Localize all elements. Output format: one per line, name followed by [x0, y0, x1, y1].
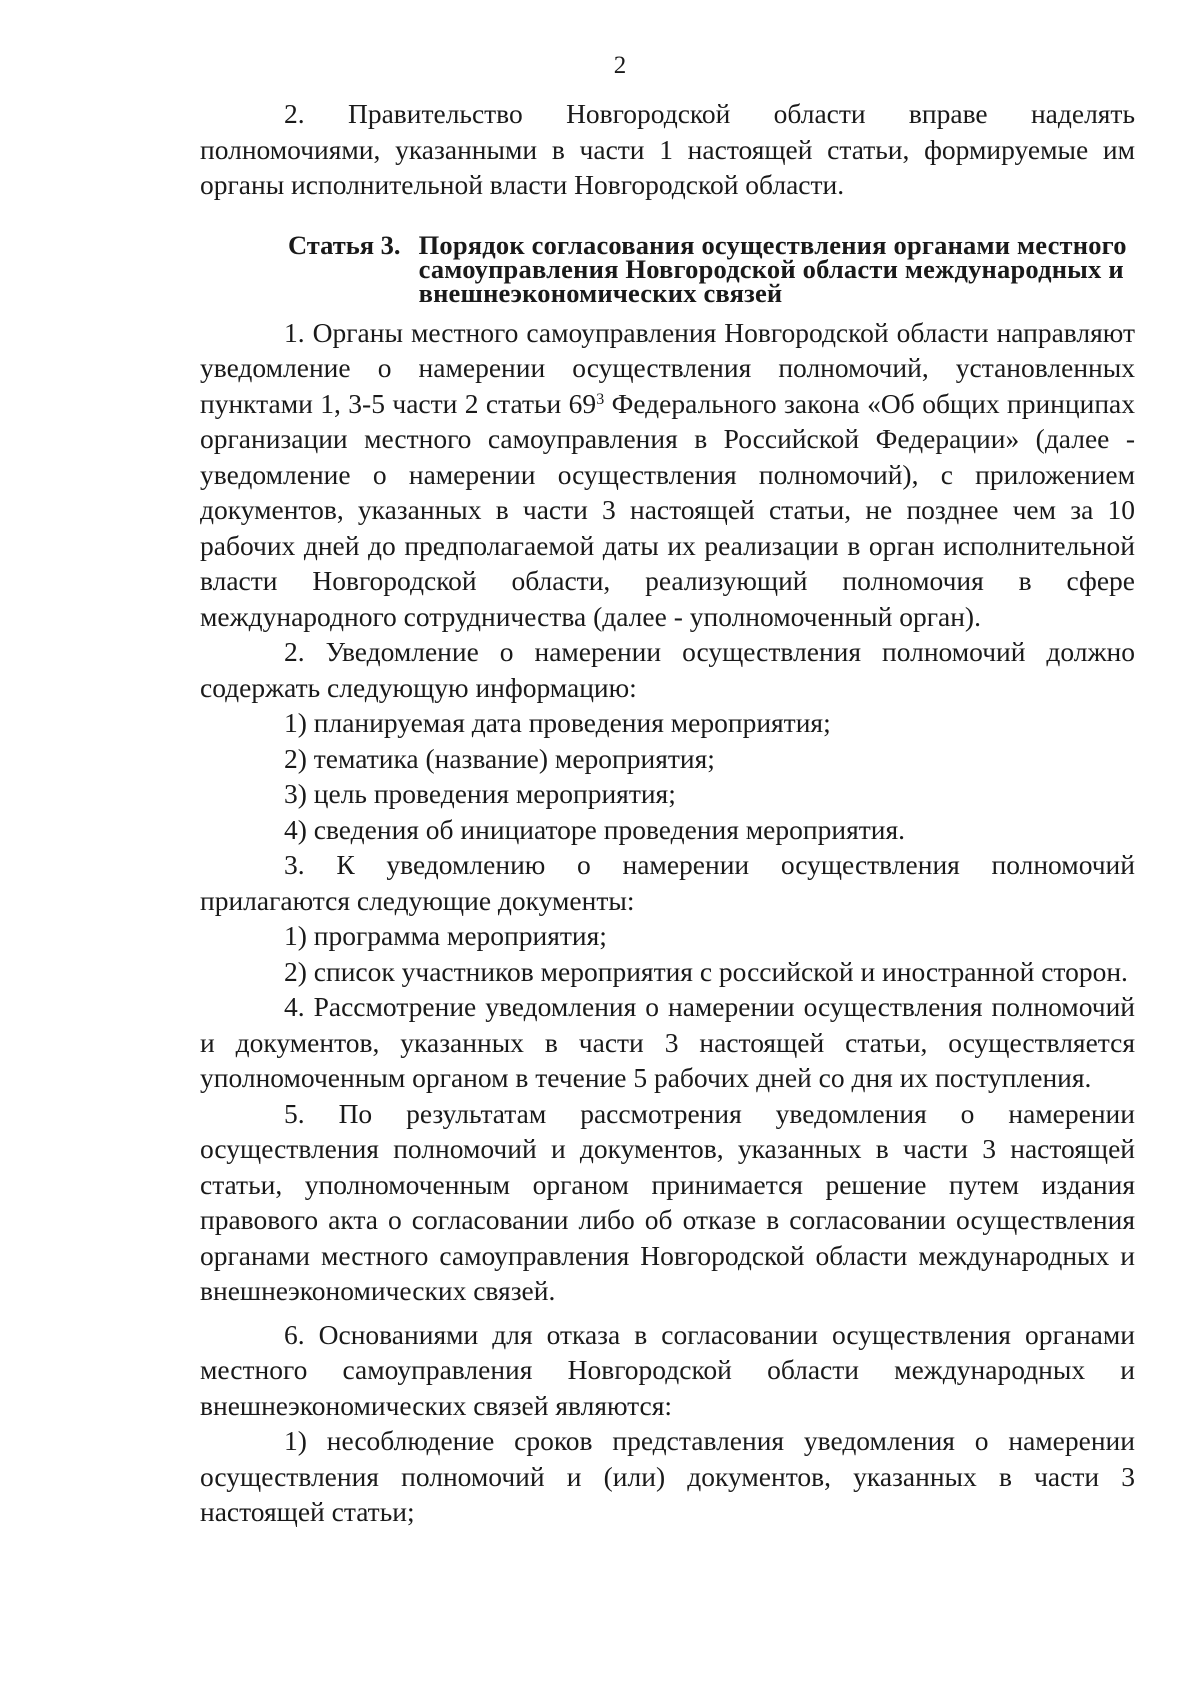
page-number: 2 — [613, 52, 627, 79]
document-body — [200, 96, 1135, 1530]
paragraph-1 — [200, 315, 1135, 635]
paragraph-1-text: 1. Органы местного самоуправления Новгородской области направляют уведомление о намерении осуществления полномочий, установленных пунктами 1, 3-5 части 2 статьи 69 — [200, 316, 1135, 419]
list-item: 1) программа мероприятия; — [284, 920, 607, 951]
list-item: 1) планируемая дата проведения мероприятия; — [284, 707, 831, 738]
paragraph-1-text-cont: Федерального закона «Об общих принципах организации местного самоуправления в Российской Федерации» (далее - уведомление о намерении осуществления полномочий), с приложением документов, указанных в части 3 настоящей статьи, не позднее чем за 10 рабочих дней до предполагаемой даты их реализации в орган исполнительной власти Новгородской области, реализующий полномочия в сфере международного сотрудничества (далее - уполномоченный орган). — [200, 387, 1135, 632]
paragraph-4: 4. Рассмотрение уведомления о намерении осуществления полномочий и документов, указанных в части 3 настоящей статьи, осуществляется уполномоченным органом в течение 5 рабочих дней со дня их поступления. — [200, 991, 1135, 1093]
list-item: 2) тематика (название) мероприятия; — [284, 742, 715, 774]
paragraph-2: 2. Уведомление о намерении осуществления полномочий должно содержать следующую информацию: — [200, 636, 1135, 703]
paragraph-intro: 2. Правительство Новгородской области вправе наделять полномочиями, указанными в части 1 настоящей статьи, формируемые им органы исполнительной власти Новгородской области. — [200, 98, 1135, 200]
paragraph-6: 6. Основаниями для отказа в согласовании осуществления органами местного самоуправления Новгородской области международных и внешнеэкономических связей являются: — [200, 1318, 1135, 1421]
list-item: 4) сведения об инициаторе проведения мероприятия. — [284, 813, 905, 845]
list-item: 2) список участников мероприятия с российской и иностранной сторон. — [284, 955, 1128, 987]
article-title: Порядок согласования осуществления органами местного самоуправления Новгородской области международных и внешнеэкономических связей — [418, 229, 1127, 308]
list-item: 3) цель проведения мероприятия; — [284, 778, 676, 809]
article-heading — [288, 229, 1135, 308]
article-number: Статья 3. — [288, 229, 401, 260]
superscript: 3 — [596, 390, 605, 408]
paragraph-5: 5. По результатам рассмотрения уведомления о намерении осуществления полномочий и документов, указанных в части 3 настоящей статьи, уполномоченным органом принимается решение путем издания правового акта о согласовании либо об отказе в согласовании осуществления органами местного самоуправления Новгородской области международных и внешнеэкономических связей. — [200, 1097, 1135, 1306]
paragraph-3: 3. К уведомлению о намерении осуществления полномочий прилагаются следующие документы: — [200, 849, 1135, 916]
list-item: 1) несоблюдение сроков представления уведомления о намерении осуществления полномочий и (или) документов, указанных в части 3 настоящей статьи; — [200, 1425, 1135, 1527]
